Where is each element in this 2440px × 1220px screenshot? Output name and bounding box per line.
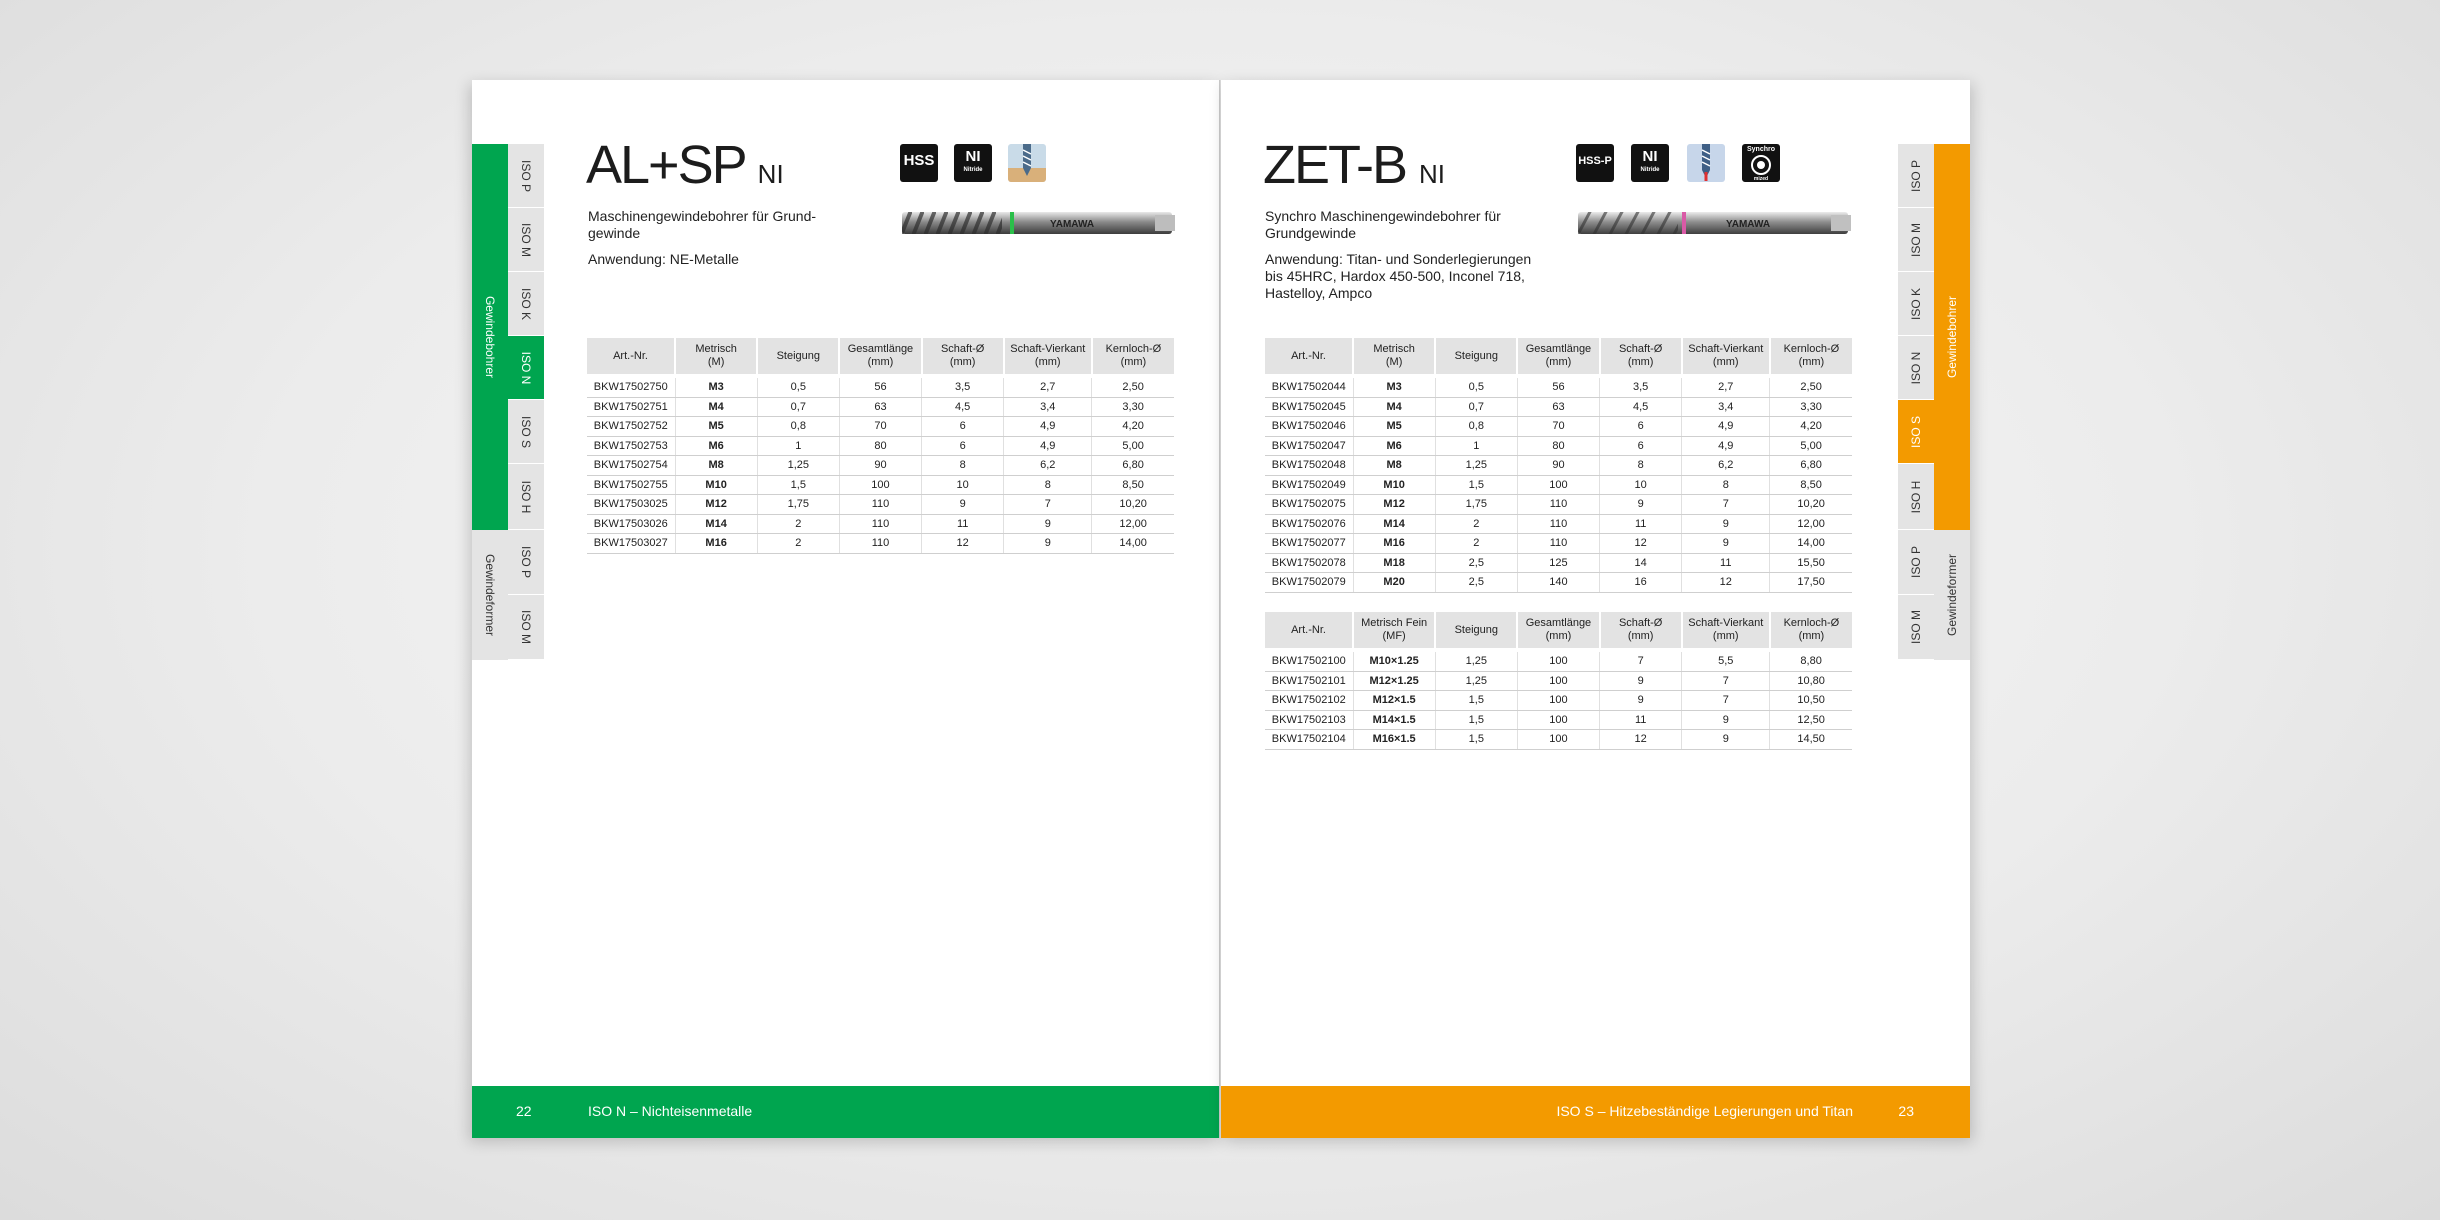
table-cell: 1,25	[1435, 652, 1517, 671]
table-cell: 5,00	[1770, 436, 1852, 456]
table-cell: 2,50	[1770, 378, 1852, 397]
title-suffix: NI	[1419, 159, 1446, 189]
table-cell: 9	[1682, 730, 1770, 750]
article-number-cell: BKW17502104	[1265, 730, 1353, 750]
table-cell: M4	[1353, 397, 1435, 417]
tab-iso-p-former[interactable]: ISO P	[508, 530, 544, 595]
table-cell: 3,5	[1600, 378, 1682, 397]
article-number-cell: BKW17502048	[1265, 456, 1353, 476]
table-cell: M14×1.5	[1353, 710, 1435, 730]
table-cell: 0,8	[1435, 417, 1517, 437]
table-row	[1265, 553, 1852, 573]
article-number-cell: BKW17503027	[587, 534, 675, 554]
table-cell: M3	[1353, 378, 1435, 397]
column-header: Kernloch-Ø (mm)	[1770, 338, 1852, 374]
table-row	[587, 495, 1174, 515]
article-number-cell: BKW17502755	[587, 475, 675, 495]
table-cell: 63	[1517, 397, 1599, 417]
table-cell: 8	[1682, 475, 1770, 495]
table-row	[1265, 514, 1852, 534]
synchro-gear-icon	[1750, 154, 1772, 176]
table-cell: 100	[1517, 710, 1599, 730]
table-cell: 11	[1600, 710, 1682, 730]
table-cell: 2,7	[1004, 378, 1092, 397]
table-cell: 1,75	[757, 495, 839, 515]
product-description: Maschinengewindebohrer für Grund-gewinde Anwendung: NE-Metalle	[588, 208, 843, 268]
column-header: Gesamtlänge (mm)	[839, 338, 921, 374]
article-number-cell: BKW17502076	[1265, 514, 1353, 534]
table-cell: 2	[1435, 514, 1517, 534]
table-row	[1265, 710, 1852, 730]
table-cell: M4	[675, 397, 757, 417]
tab-iso-n[interactable]: ISO N	[1898, 336, 1934, 400]
group-tab-label: Gewindeformer	[1945, 553, 1959, 637]
table-row	[587, 475, 1174, 495]
table-cell: 100	[1517, 671, 1599, 691]
article-number-cell: BKW17503026	[587, 514, 675, 534]
article-number-cell: BKW17502045	[1265, 397, 1353, 417]
group-tab-label: Gewindeformer	[483, 553, 497, 637]
table-cell: 12,00	[1092, 514, 1174, 534]
table-row	[1265, 534, 1852, 554]
table-cell: 10,80	[1770, 671, 1852, 691]
table-cell: 8,80	[1770, 652, 1852, 671]
synchro-badge-icon: Synchro mized	[1742, 144, 1780, 182]
table-cell: M5	[1353, 417, 1435, 437]
table-cell: 100	[1517, 652, 1599, 671]
column-header: Steigung	[1435, 338, 1517, 374]
table-cell: 16	[1600, 573, 1682, 593]
spec-table	[587, 338, 1174, 554]
table-cell: 3,30	[1092, 397, 1174, 417]
article-number-cell: BKW17502101	[1265, 671, 1353, 691]
table-cell: 6,80	[1092, 456, 1174, 476]
table-cell: 3,5	[922, 378, 1004, 397]
table-cell: 17,50	[1770, 573, 1852, 593]
article-number-cell: BKW17502077	[1265, 534, 1353, 554]
table-cell: M12×1.5	[1353, 691, 1435, 711]
group-tab-gewindeformer[interactable]	[472, 530, 508, 660]
table-cell: M6	[675, 436, 757, 456]
table-row	[1265, 671, 1852, 691]
table-cell: 2,50	[1092, 378, 1174, 397]
column-header: Art.-Nr.	[1265, 612, 1353, 648]
table-cell: 100	[1517, 691, 1599, 711]
table-cell: 3,30	[1770, 397, 1852, 417]
tab-iso-h[interactable]: ISO H	[1898, 464, 1934, 530]
table-cell: 1	[757, 436, 839, 456]
article-number-cell: BKW17503025	[587, 495, 675, 515]
table-cell: 1,25	[1435, 671, 1517, 691]
table-cell: 100	[1517, 475, 1599, 495]
table-cell: 9	[922, 495, 1004, 515]
right-page	[1221, 80, 1970, 1138]
table-cell: 70	[1517, 417, 1599, 437]
table-cell: 110	[839, 534, 921, 554]
table-cell: 6	[1600, 417, 1682, 437]
article-number-cell: BKW17502047	[1265, 436, 1353, 456]
table-cell: M10	[675, 475, 757, 495]
table-cell: 110	[1517, 514, 1599, 534]
table-cell: 0,7	[757, 397, 839, 417]
table-cell: 110	[1517, 534, 1599, 554]
table-cell: 6	[922, 417, 1004, 437]
hss-badge-icon: HSS	[900, 144, 938, 182]
table-cell: 4,5	[1600, 397, 1682, 417]
table-row	[1265, 475, 1852, 495]
product-application: Anwendung: NE-Metalle	[588, 251, 739, 267]
table-row	[587, 534, 1174, 554]
table-cell: M14	[675, 514, 757, 534]
table-cell: 10,20	[1092, 495, 1174, 515]
tab-iso-m[interactable]: ISO M	[1898, 208, 1934, 272]
table-cell: 70	[839, 417, 921, 437]
table-cell: 14	[1600, 553, 1682, 573]
table-cell: 6	[1600, 436, 1682, 456]
table-cell: 10	[1600, 475, 1682, 495]
table-cell: 1,5	[1435, 730, 1517, 750]
table-cell: 9	[1600, 671, 1682, 691]
title-suffix: NI	[757, 159, 784, 189]
article-number-cell: BKW17502044	[1265, 378, 1353, 397]
tab-iso-h[interactable]: ISO H	[508, 464, 544, 530]
table-cell: 9	[1682, 534, 1770, 554]
article-number-cell: BKW17502752	[587, 417, 675, 437]
table-cell: 6,2	[1004, 456, 1092, 476]
spec-table-metric	[1265, 338, 1852, 593]
column-header: Art.-Nr.	[587, 338, 675, 374]
table-cell: M8	[1353, 456, 1435, 476]
table-cell: 15,50	[1770, 553, 1852, 573]
column-header: Schaft-Ø (mm)	[1600, 612, 1682, 648]
table-cell: 80	[839, 436, 921, 456]
column-header: Gesamtlänge (mm)	[1517, 338, 1599, 374]
article-number-cell: BKW17502751	[587, 397, 675, 417]
table-cell: M12	[1353, 495, 1435, 515]
table-cell: 5,00	[1092, 436, 1174, 456]
table-cell: 14,50	[1770, 730, 1852, 750]
table-row	[1265, 495, 1852, 515]
table-cell: 4,9	[1004, 436, 1092, 456]
product-description: Synchro Maschinengewindebohrer für Grundgewinde Anwendung: Titan- und Sonderlegierungen bis 45HRC, Hardox 450-500, Inconel 718, Hastelloy, Ampco	[1265, 208, 1550, 302]
article-number-cell: BKW17502754	[587, 456, 675, 476]
tab-iso-s[interactable]: ISO S	[1898, 400, 1934, 464]
table-row	[1265, 397, 1852, 417]
ni-nitride-badge-icon: NI Nitride	[954, 144, 992, 182]
column-header: Metrisch Fein (MF)	[1353, 612, 1435, 648]
table-cell: 9	[1682, 710, 1770, 730]
table-cell: 7	[1682, 495, 1770, 515]
table-cell: 2,5	[1435, 553, 1517, 573]
table-cell: 14,00	[1092, 534, 1174, 554]
table-row	[1265, 652, 1852, 671]
table-cell: 90	[1517, 456, 1599, 476]
table-cell: 9	[1682, 514, 1770, 534]
column-header: Schaft-Ø (mm)	[1600, 338, 1682, 374]
table-cell: 9	[1004, 514, 1092, 534]
column-header: Steigung	[1435, 612, 1517, 648]
column-header: Schaft-Vierkant (mm)	[1682, 338, 1770, 374]
table-cell: 63	[839, 397, 921, 417]
table-cell: 11	[1682, 553, 1770, 573]
table-cell: 2	[1435, 534, 1517, 554]
article-number-cell: BKW17502075	[1265, 495, 1353, 515]
table-cell: M14	[1353, 514, 1435, 534]
table-cell: 1,5	[1435, 710, 1517, 730]
table-cell: 8,50	[1092, 475, 1174, 495]
column-header: Gesamtlänge (mm)	[1517, 612, 1599, 648]
table-cell: 6	[922, 436, 1004, 456]
tool-brand: YAMAWA	[1726, 219, 1771, 230]
table-cell: M18	[1353, 553, 1435, 573]
table-cell: 0,8	[757, 417, 839, 437]
table-cell: 12	[1600, 730, 1682, 750]
group-tab-gewindeformer[interactable]	[1934, 530, 1970, 660]
group-tab-gewindebohrer[interactable]	[472, 144, 508, 530]
group-tab-gewindebohrer[interactable]	[1934, 144, 1970, 530]
table-cell: 1,5	[1435, 475, 1517, 495]
table-cell: M5	[675, 417, 757, 437]
table-cell: 90	[839, 456, 921, 476]
table-cell: 9	[1004, 534, 1092, 554]
product-application: Anwendung: Titan- und Sonderlegierungen bis 45HRC, Hardox 450-500, Inconel 718, Hastelloy, Ampco	[1265, 251, 1532, 301]
table-cell: 5,5	[1682, 652, 1770, 671]
column-header: Metrisch (M)	[1353, 338, 1435, 374]
page-footer	[1221, 1086, 1970, 1138]
table-cell: 3,4	[1682, 397, 1770, 417]
page-number: 23	[1898, 1103, 1914, 1119]
drill-coating-icon	[1008, 144, 1046, 182]
table-cell: 0,5	[1435, 378, 1517, 397]
group-tab-label: Gewindebohrer	[1945, 295, 1959, 379]
column-header: Kernloch-Ø (mm)	[1092, 338, 1174, 374]
table-cell: 1	[1435, 436, 1517, 456]
table-cell: 11	[922, 514, 1004, 534]
column-header: Schaft-Ø (mm)	[922, 338, 1004, 374]
table-cell: 110	[839, 514, 921, 534]
table-row	[587, 417, 1174, 437]
column-header: Metrisch (M)	[675, 338, 757, 374]
table-cell: 1,75	[1435, 495, 1517, 515]
tab-iso-m-former[interactable]: ISO M	[508, 595, 544, 660]
table-row	[587, 456, 1174, 476]
table-cell: M10	[1353, 475, 1435, 495]
article-number-cell: BKW17502103	[1265, 710, 1353, 730]
tab-iso-m-former[interactable]: ISO M	[1898, 595, 1934, 660]
article-number-cell: BKW17502100	[1265, 652, 1353, 671]
table-row	[587, 514, 1174, 534]
table-cell: 7	[1682, 671, 1770, 691]
table-cell: 6,80	[1770, 456, 1852, 476]
table-cell: M16	[1353, 534, 1435, 554]
table-row	[1265, 691, 1852, 711]
table-cell: M10×1.25	[1353, 652, 1435, 671]
table-cell: 4,5	[922, 397, 1004, 417]
table-row	[1265, 417, 1852, 437]
table-cell: 125	[1517, 553, 1599, 573]
table-cell: M12	[675, 495, 757, 515]
table-cell: 2,5	[1435, 573, 1517, 593]
table-cell: 4,9	[1682, 417, 1770, 437]
table-cell: 7	[1600, 652, 1682, 671]
table-cell: 1,5	[1435, 691, 1517, 711]
table-cell: 9	[1600, 691, 1682, 711]
table-cell: 8	[1600, 456, 1682, 476]
table-cell: 1,25	[1435, 456, 1517, 476]
article-number-cell: BKW17502102	[1265, 691, 1353, 711]
article-number-cell: BKW17502046	[1265, 417, 1353, 437]
table-cell: M8	[675, 456, 757, 476]
side-index-right	[1898, 144, 1970, 660]
table-cell: M16×1.5	[1353, 730, 1435, 750]
table-cell: 4,20	[1092, 417, 1174, 437]
table-cell: 8	[1004, 475, 1092, 495]
table-cell: 100	[1517, 730, 1599, 750]
tab-iso-p[interactable]: ISO P	[1898, 144, 1934, 208]
tab-iso-n[interactable]: ISO N	[508, 336, 544, 400]
table-cell: 1,5	[757, 475, 839, 495]
page-number: 22	[516, 1103, 532, 1119]
table-cell: 4,9	[1004, 417, 1092, 437]
ni-nitride-badge-icon: NI Nitride	[1631, 144, 1669, 182]
table-cell: 110	[839, 495, 921, 515]
article-number-cell: BKW17502078	[1265, 553, 1353, 573]
table-cell: M16	[675, 534, 757, 554]
table-cell: 10,20	[1770, 495, 1852, 515]
drill-coating-icon	[1687, 144, 1725, 182]
table-cell: 110	[1517, 495, 1599, 515]
table-cell: 7	[1682, 691, 1770, 711]
column-header: Art.-Nr.	[1265, 338, 1353, 374]
table-cell: 10,50	[1770, 691, 1852, 711]
table-cell: 56	[1517, 378, 1599, 397]
article-number-cell: BKW17502079	[1265, 573, 1353, 593]
footer-section-title: ISO S – Hitzebeständige Legierungen und Titan	[1556, 1103, 1853, 1119]
table-row	[1265, 456, 1852, 476]
table-row	[1265, 573, 1852, 593]
table-cell: 10	[922, 475, 1004, 495]
table-cell: 12	[922, 534, 1004, 554]
footer-section-title: ISO N – Nichteisenmetalle	[588, 1103, 753, 1119]
column-header: Schaft-Vierkant (mm)	[1004, 338, 1092, 374]
table-cell: M6	[1353, 436, 1435, 456]
column-header: Steigung	[757, 338, 839, 374]
tap-tool-image	[900, 208, 1180, 238]
table-cell: 1,25	[757, 456, 839, 476]
table-cell: 80	[1517, 436, 1599, 456]
tab-iso-p[interactable]: ISO P	[508, 144, 544, 208]
table-cell: M20	[1353, 573, 1435, 593]
column-header: Kernloch-Ø (mm)	[1770, 612, 1852, 648]
tap-tool-image	[1576, 208, 1856, 238]
table-cell: M3	[675, 378, 757, 397]
table-cell: 11	[1600, 514, 1682, 534]
tab-iso-p-former[interactable]: ISO P	[1898, 530, 1934, 595]
table-row	[587, 436, 1174, 456]
table-cell: 9	[1600, 495, 1682, 515]
table-cell: 0,7	[1435, 397, 1517, 417]
page-footer	[472, 1086, 1221, 1138]
table-cell: 6,2	[1682, 456, 1770, 476]
product-title: ZET-B NI	[1263, 135, 1446, 195]
table-cell: M12×1.25	[1353, 671, 1435, 691]
tab-iso-k[interactable]: ISO K	[1898, 272, 1934, 336]
table-cell: 8,50	[1770, 475, 1852, 495]
table-cell: 3,4	[1004, 397, 1092, 417]
table-cell: 12,00	[1770, 514, 1852, 534]
table-cell: 12,50	[1770, 710, 1852, 730]
hss-p-badge-icon: HSS-P	[1576, 144, 1614, 182]
article-number-cell: BKW17502049	[1265, 475, 1353, 495]
table-cell: 4,9	[1682, 436, 1770, 456]
side-index-left	[472, 144, 544, 660]
tab-iso-k[interactable]: ISO K	[508, 272, 544, 336]
table-cell: 7	[1004, 495, 1092, 515]
group-tab-label: Gewindebohrer	[483, 295, 497, 379]
table-row	[1265, 730, 1852, 750]
table-row	[1265, 436, 1852, 456]
table-cell: 140	[1517, 573, 1599, 593]
tool-brand: YAMAWA	[1050, 219, 1095, 230]
table-row	[587, 397, 1174, 417]
table-cell: 2	[757, 534, 839, 554]
table-cell: 100	[839, 475, 921, 495]
article-number-cell: BKW17502750	[587, 378, 675, 397]
product-title: AL+SP NI	[586, 135, 784, 195]
column-header: Schaft-Vierkant (mm)	[1682, 612, 1770, 648]
spec-table-metric-fine	[1265, 612, 1852, 750]
table-cell: 56	[839, 378, 921, 397]
table-cell: 12	[1600, 534, 1682, 554]
table-cell: 2,7	[1682, 378, 1770, 397]
table-cell: 12	[1682, 573, 1770, 593]
table-row	[1265, 378, 1852, 397]
left-page	[472, 80, 1221, 1138]
table-cell: 4,20	[1770, 417, 1852, 437]
tab-iso-s[interactable]: ISO S	[508, 400, 544, 464]
table-cell: 0,5	[757, 378, 839, 397]
article-number-cell: BKW17502753	[587, 436, 675, 456]
table-cell: 14,00	[1770, 534, 1852, 554]
table-row	[587, 378, 1174, 397]
table-cell: 8	[922, 456, 1004, 476]
tab-iso-m[interactable]: ISO M	[508, 208, 544, 272]
table-cell: 2	[757, 514, 839, 534]
